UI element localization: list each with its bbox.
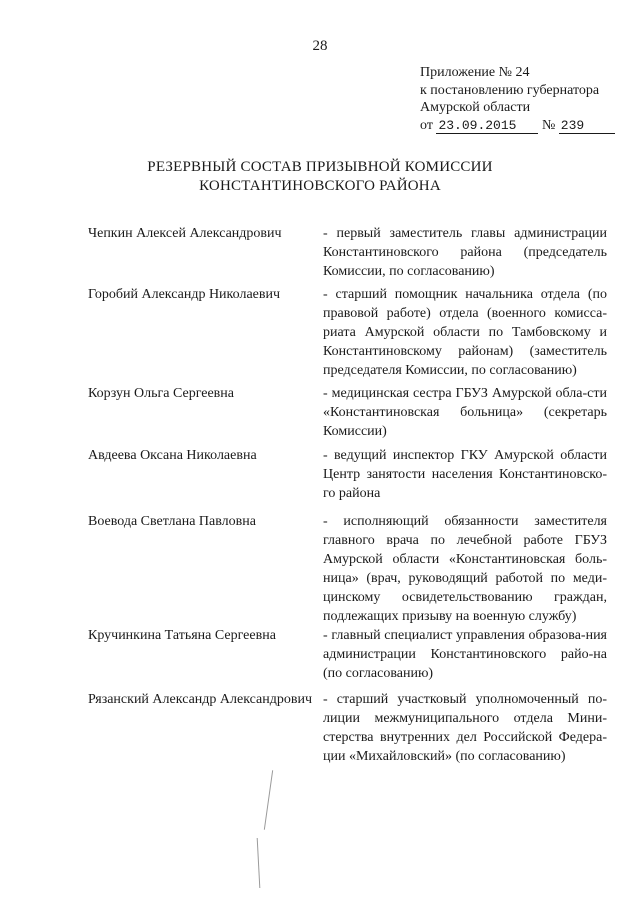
- appendix-block: [420, 64, 625, 134]
- member-role: - ведущий инспектор ГКУ Амурской области Центр занятости населения Константиновско-го района: [323, 448, 607, 501]
- member-role: - медицинская сестра ГБУЗ Амурской обла-сти «Константиновская больница» (секретарь Комиссии): [323, 386, 607, 439]
- appendix-line-2: к постановлению губернатора: [420, 82, 600, 98]
- scan-artifact-line: [264, 770, 273, 830]
- member-name: Горобий Александр Николаевич: [88, 287, 281, 302]
- appendix-line-3: Амурской области: [420, 100, 531, 115]
- document-title: [0, 158, 640, 196]
- title-line-1: РЕЗЕРВНЫЙ СОСТАВ ПРИЗЫВНОЙ КОМИССИИ: [147, 159, 493, 175]
- page-number: 28: [312, 38, 328, 54]
- appendix-date-line: [420, 117, 625, 135]
- member-role: - исполняющий обязанности заместителя главного врача по лечебной работе ГБУЗ Амурской области «Константиновская боль-ница» (врач, руководящий работой по меди-цинскому освидетельствованию граждан, подлежащих призыву на военную службу): [323, 514, 607, 624]
- appendix-line-1: Приложение № 24: [420, 65, 530, 80]
- member-role: - главный специалист управления образова-ния администрации Константиновского райо-на (по согласованию): [323, 628, 607, 681]
- decree-number: 239: [559, 119, 615, 134]
- member-name: Чепкин Алексей Александрович: [88, 226, 282, 241]
- member-name: Воевода Светлана Павловна: [88, 514, 256, 529]
- member-role: - старший помощник начальника отдела (по правовой работе) отдела (военного комисса-риата Амурской области по Тамбовскому и Константиновскому районам) (заместитель председателя Комиссии, по согласованию): [323, 287, 607, 378]
- number-prefix: №: [541, 117, 556, 133]
- decree-date: 23.09.2015: [436, 119, 538, 134]
- member-role: - первый заместитель главы администрации Константиновского района (председатель Комиссии, по согласованию): [323, 226, 607, 279]
- member-name: Кручинкина Татьяна Сергеевна: [88, 628, 276, 643]
- member-name: Рязанский Александр Александрович: [88, 692, 313, 707]
- member-name: Корзун Ольга Сергеевна: [88, 386, 235, 401]
- member-name: Авдеева Оксана Николаевна: [88, 448, 257, 463]
- date-prefix: от: [420, 117, 433, 133]
- scan-artifact-line: [257, 838, 261, 888]
- member-role: - старший участковый уполномоченный по-лиции межмуниципального отдела Мини-стерства внутренних дел Российской Федера-ции «Михайловский» (по согласованию): [323, 692, 607, 764]
- title-line-2: КОНСТАНТИНОВСКОГО РАЙОНА: [199, 178, 441, 194]
